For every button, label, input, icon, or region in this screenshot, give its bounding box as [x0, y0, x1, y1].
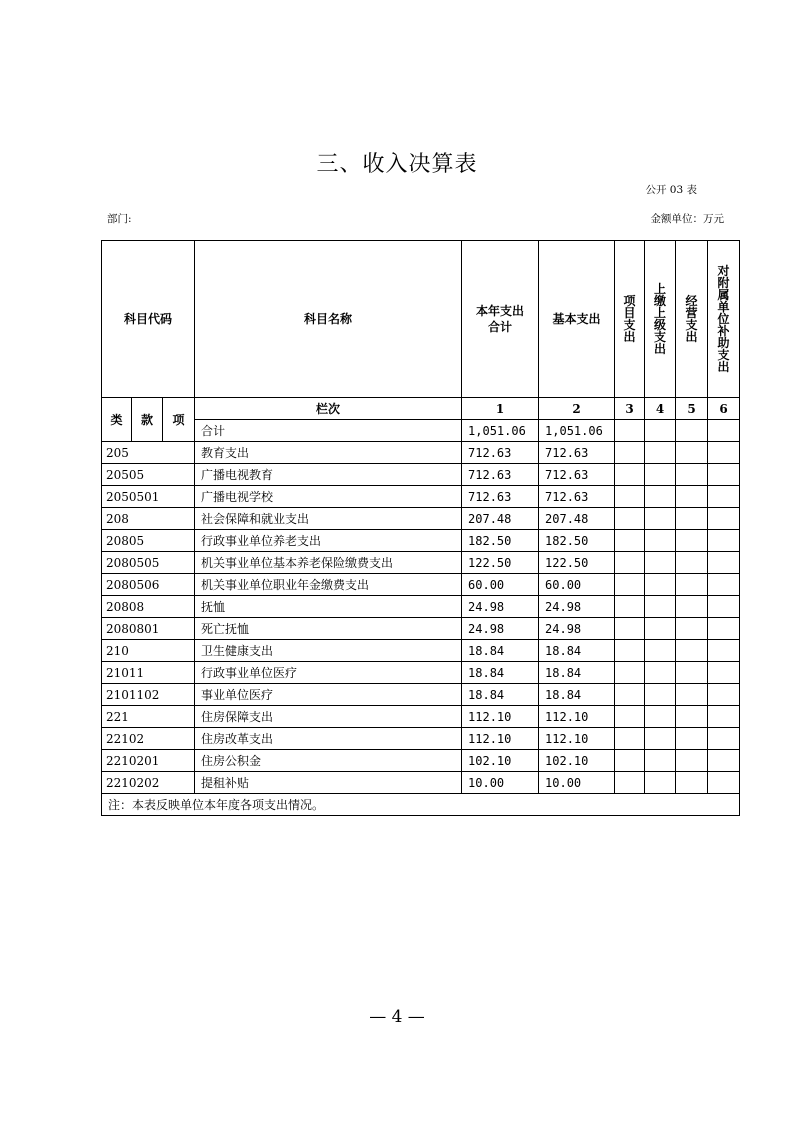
subject-code: 21011	[102, 662, 195, 684]
basic-expenditure: 10.00	[539, 772, 615, 794]
header-column-index: 栏次	[195, 398, 462, 420]
subsidy-expenditure	[708, 640, 740, 662]
subsidy-expenditure	[708, 750, 740, 772]
header-xiang: 项	[163, 398, 195, 442]
project-expenditure	[615, 486, 645, 508]
basic-expenditure: 112.10	[539, 706, 615, 728]
basic-expenditure: 122.50	[539, 552, 615, 574]
column-number-6: 6	[708, 398, 740, 420]
basic-expenditure: 60.00	[539, 574, 615, 596]
total-expenditure: 18.84	[462, 640, 539, 662]
table-row	[102, 662, 740, 684]
table-row	[102, 574, 740, 596]
basic-expenditure: 18.84	[539, 684, 615, 706]
basic-expenditure: 18.84	[539, 640, 615, 662]
project-expenditure	[615, 552, 645, 574]
unit-label: 金额单位：万元	[650, 213, 724, 225]
total-expenditure: 712.63	[462, 442, 539, 464]
subject-code: 2080801	[102, 618, 195, 640]
subsidy-expenditure	[708, 464, 740, 486]
table-row	[102, 596, 740, 618]
basic-expenditure: 712.63	[539, 442, 615, 464]
subject-name: 广播电视学校	[195, 486, 462, 508]
project-expenditure	[615, 530, 645, 552]
subsidy-expenditure	[708, 486, 740, 508]
basic-expenditure: 712.63	[539, 464, 615, 486]
business-expenditure	[676, 552, 708, 574]
subject-code: 221	[102, 706, 195, 728]
upper-payment	[645, 530, 676, 552]
subsidy-expenditure	[708, 772, 740, 794]
total-expenditure: 18.84	[462, 684, 539, 706]
upper-payment	[645, 684, 676, 706]
project-expenditure	[615, 640, 645, 662]
subject-name: 广播电视教育	[195, 464, 462, 486]
upper-payment	[645, 640, 676, 662]
total-expenditure: 712.63	[462, 464, 539, 486]
subject-code: 20505	[102, 464, 195, 486]
upper-payment	[645, 728, 676, 750]
subsidy-expenditure	[708, 530, 740, 552]
header-subject-name: 科目名称	[195, 241, 462, 398]
subsidy-expenditure	[708, 552, 740, 574]
subsidy-expenditure	[708, 618, 740, 640]
subsidy-expenditure	[708, 706, 740, 728]
subject-name: 抚恤	[195, 596, 462, 618]
header-business-expenditure: 经 营 支 出	[676, 241, 708, 398]
business-expenditure	[676, 728, 708, 750]
table-row	[102, 442, 740, 464]
subsidy-expenditure	[708, 508, 740, 530]
table-note: 注：本表反映单位本年度各项支出情况。	[102, 794, 740, 816]
subsidy-expenditure	[708, 684, 740, 706]
subsidy-expenditure	[708, 728, 740, 750]
total-expenditure: 122.50	[462, 552, 539, 574]
upper-payment	[645, 750, 676, 772]
project-expenditure	[615, 442, 645, 464]
page-number: — 4 —	[369, 1007, 425, 1027]
table-row	[102, 486, 740, 508]
upper-payment	[645, 662, 676, 684]
upper-payment	[645, 772, 676, 794]
total-expenditure: 102.10	[462, 750, 539, 772]
column-number-2: 2	[539, 398, 615, 420]
column-number-3: 3	[615, 398, 645, 420]
subject-code: 2080505	[102, 552, 195, 574]
basic-expenditure: 182.50	[539, 530, 615, 552]
business-expenditure	[676, 508, 708, 530]
subject-code: 2210201	[102, 750, 195, 772]
basic-expenditure: 112.10	[539, 728, 615, 750]
header-lei: 类	[102, 398, 132, 442]
table-row	[102, 618, 740, 640]
header-subject-code: 科目代码	[102, 241, 195, 398]
total-expenditure: 207.48	[462, 508, 539, 530]
project-expenditure	[615, 464, 645, 486]
total-expenditure: 10.00	[462, 772, 539, 794]
project-expenditure	[615, 684, 645, 706]
column-number-1: 1	[462, 398, 539, 420]
upper-payment	[645, 464, 676, 486]
table-row	[102, 464, 740, 486]
business-expenditure	[676, 596, 708, 618]
table-row	[102, 728, 740, 750]
project-expenditure	[615, 772, 645, 794]
total-expenditure: 712.63	[462, 486, 539, 508]
total-row-basic: 1,051.06	[539, 420, 615, 442]
table-row	[102, 530, 740, 552]
subject-name: 事业单位医疗	[195, 684, 462, 706]
business-expenditure	[676, 530, 708, 552]
project-expenditure	[615, 508, 645, 530]
basic-expenditure: 712.63	[539, 486, 615, 508]
basic-expenditure: 24.98	[539, 618, 615, 640]
subject-name: 提租补贴	[195, 772, 462, 794]
upper-payment	[645, 706, 676, 728]
header-total-expenditure: 本年支出合计	[462, 241, 539, 398]
table-row	[102, 706, 740, 728]
business-expenditure	[676, 486, 708, 508]
business-expenditure	[676, 706, 708, 728]
business-expenditure	[676, 772, 708, 794]
subject-code: 2101102	[102, 684, 195, 706]
subsidy-expenditure	[708, 442, 740, 464]
business-expenditure	[676, 750, 708, 772]
business-expenditure	[676, 618, 708, 640]
basic-expenditure: 102.10	[539, 750, 615, 772]
subject-name: 机关事业单位基本养老保险缴费支出	[195, 552, 462, 574]
subject-name: 行政事业单位医疗	[195, 662, 462, 684]
project-expenditure	[615, 750, 645, 772]
total-expenditure: 112.10	[462, 728, 539, 750]
subject-code: 22102	[102, 728, 195, 750]
subject-name: 卫生健康支出	[195, 640, 462, 662]
upper-payment	[645, 552, 676, 574]
subject-name: 行政事业单位养老支出	[195, 530, 462, 552]
subject-name: 住房保障支出	[195, 706, 462, 728]
project-expenditure	[615, 618, 645, 640]
subject-name: 住房改革支出	[195, 728, 462, 750]
page-title: 三、收入决算表	[316, 152, 478, 177]
table-row	[102, 750, 740, 772]
project-expenditure	[615, 574, 645, 596]
basic-expenditure: 207.48	[539, 508, 615, 530]
subject-code: 208	[102, 508, 195, 530]
business-expenditure	[676, 640, 708, 662]
table-row	[102, 684, 740, 706]
header-upper-payment: 上 缴 上 级 支 出	[645, 241, 676, 398]
business-expenditure	[676, 442, 708, 464]
table-row	[102, 640, 740, 662]
table-row	[102, 552, 740, 574]
subsidy-expenditure	[708, 574, 740, 596]
department-label: 部门:	[107, 213, 132, 225]
subject-code: 20808	[102, 596, 195, 618]
business-expenditure	[676, 662, 708, 684]
upper-payment	[645, 442, 676, 464]
upper-payment	[645, 596, 676, 618]
business-expenditure	[676, 684, 708, 706]
project-expenditure	[615, 706, 645, 728]
upper-payment	[645, 486, 676, 508]
income-final-accounts-table	[101, 240, 740, 816]
column-number-4: 4	[645, 398, 676, 420]
total-expenditure: 24.98	[462, 596, 539, 618]
table-row	[102, 508, 740, 530]
total-expenditure: 18.84	[462, 662, 539, 684]
form-number: 公开 03 表	[645, 184, 697, 196]
total-row-name: 合计	[195, 420, 462, 442]
project-expenditure	[615, 662, 645, 684]
total-expenditure: 112.10	[462, 706, 539, 728]
subsidy-expenditure	[708, 662, 740, 684]
header-basic-expenditure: 基本支出	[539, 241, 615, 398]
subject-name: 住房公积金	[195, 750, 462, 772]
project-expenditure	[615, 728, 645, 750]
subject-code: 20805	[102, 530, 195, 552]
subject-code: 210	[102, 640, 195, 662]
total-expenditure: 60.00	[462, 574, 539, 596]
business-expenditure	[676, 464, 708, 486]
upper-payment	[645, 574, 676, 596]
upper-payment	[645, 618, 676, 640]
subject-code: 205	[102, 442, 195, 464]
total-row	[102, 420, 740, 442]
basic-expenditure: 24.98	[539, 596, 615, 618]
header-kuan: 款	[132, 398, 163, 442]
total-expenditure: 24.98	[462, 618, 539, 640]
header-subsidy-expenditure: 对 附 属 单 位 补 助 支 出	[708, 241, 740, 398]
table-row	[102, 772, 740, 794]
business-expenditure	[676, 574, 708, 596]
total-expenditure: 182.50	[462, 530, 539, 552]
upper-payment	[645, 508, 676, 530]
subject-name: 教育支出	[195, 442, 462, 464]
column-number-5: 5	[676, 398, 708, 420]
subject-code: 2210202	[102, 772, 195, 794]
subject-name: 社会保障和就业支出	[195, 508, 462, 530]
total-row-total: 1,051.06	[462, 420, 539, 442]
subject-name: 死亡抚恤	[195, 618, 462, 640]
header-project-expenditure: 项 目 支 出	[615, 241, 645, 398]
subject-code: 2080506	[102, 574, 195, 596]
basic-expenditure: 18.84	[539, 662, 615, 684]
subject-name: 机关事业单位职业年金缴费支出	[195, 574, 462, 596]
project-expenditure	[615, 596, 645, 618]
subject-code: 2050501	[102, 486, 195, 508]
subsidy-expenditure	[708, 596, 740, 618]
